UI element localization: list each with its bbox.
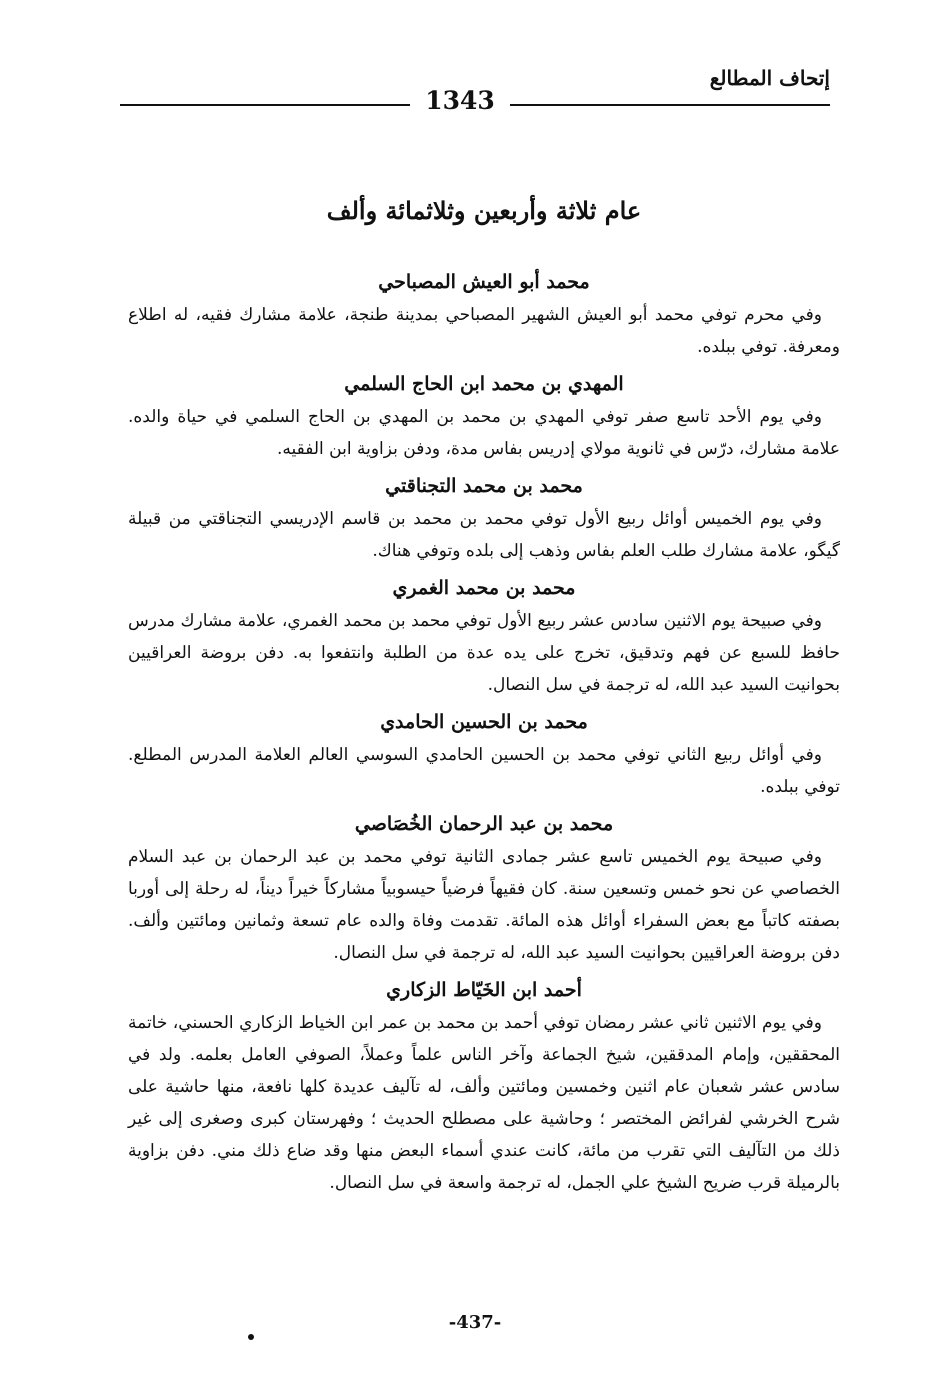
page-number: -437- bbox=[448, 1312, 502, 1333]
entry-text: وفي يوم الأحد تاسع صفر توفي المهدي بن محمد بن المهدي بن الحاج السلمي في حياة والده. علامة مشارك، درّس في ثانوية مولاي إدريس بفاس مدة، ودفن بزاوية ابن الفقيه. bbox=[128, 407, 840, 459]
entry bbox=[128, 705, 840, 803]
entry-heading: محمد بن الحسين الحامدي bbox=[380, 711, 588, 733]
entry-heading: محمد بن محمد التجناقتي bbox=[385, 475, 583, 497]
entry bbox=[128, 973, 840, 1199]
main-content bbox=[128, 196, 840, 1203]
entry bbox=[128, 571, 840, 701]
header-rule-right bbox=[510, 104, 830, 106]
entry-heading: محمد بن عبد الرحمان الخُصَاصي bbox=[354, 813, 614, 835]
year-title: عام ثلاثة وأربعين وثلاثمائة وألف bbox=[326, 196, 642, 225]
header-rule-left bbox=[120, 104, 410, 106]
entry bbox=[128, 265, 840, 363]
ink-dot bbox=[248, 1334, 254, 1340]
entry bbox=[128, 807, 840, 969]
entry-heading: المهدي بن محمد ابن الحاج السلمي bbox=[344, 373, 624, 395]
entry-heading: أحمد ابن الخَيّاط الزكاري bbox=[386, 979, 582, 1001]
entry-text: وفي يوم الخميس أوائل ربيع الأول توفي محمد بن محمد بن قاسم الإدريسي التجناقتي من قبيلة گيگو، علامة مشارك طلب العلم بفاس وذهب إلى بلده وتوفي هناك. bbox=[128, 509, 840, 561]
entry-text: وفي يوم الاثنين ثاني عشر رمضان توفي أحمد بن محمد بن عمر ابن الخياط الزكاري الحسني، خاتمة المحققين، وإمام المدققين، شيخ الجماعة وآخر الناس علماً وعملاً، الصوفي العامل بعلمه. ولد في سادس عشر شعبان عام اثنين وخمسين ومائتين وألف، له تآليف عديدة كلها نافعة، منها حاشية على شرح الخرشي لفرائض المختصر ؛ وحاشية على مصطلح الحديث ؛ وفهرستان كبرى وصغرى إلى غير ذلك من التآليف التي تقرب من مائة، كانت عندي أسماء البعض منها وقد ضاع ذلك مني. دفن بزاوية بالرميلة قرب ضريح الشيخ علي الجمل، له ترجمة واسعة في سل النصال. bbox=[128, 1013, 840, 1193]
page-header bbox=[120, 60, 830, 120]
entry-heading: محمد بن محمد الغمري bbox=[392, 577, 576, 599]
entry-text: وفي محرم توفي محمد أبو العيش الشهير المصباحي بمدينة طنجة، علامة مشارك فقيه، له اطلاع ومعرفة. توفي ببلده. bbox=[128, 305, 840, 357]
entry-text: وفي صبيحة يوم الاثنين سادس عشر ربيع الأول توفي محمد بن محمد الغمري، علامة مشارك مدرس حافظ للسبع عن فهم وتدقيق، تخرج على يده عدة من الطلبة وانتفعوا به. دفن بروضة العراقيين بحوانيت السيد عبد الله، له ترجمة في سل النصال. bbox=[128, 611, 840, 695]
year-number: 1343 bbox=[425, 86, 495, 115]
running-title: إتحاف المطالع bbox=[709, 66, 830, 90]
entry-text: وفي أوائل ربيع الثاني توفي محمد بن الحسين الحامدي السوسي العالم العلامة المدرس المطلع. توفي ببلده. bbox=[128, 745, 840, 797]
entry-heading: محمد أبو العيش المصباحي bbox=[378, 271, 590, 293]
entry-text: وفي صبيحة يوم الخميس تاسع عشر جمادى الثانية توفي محمد بن عبد الرحمان بن عبد السلام الخصاصي عن نحو خمس وتسعين سنة. كان فقيهاً فرضياً حيسوبياً مشاركاً خيراً ديناً، له رحلة إلى أوربا بصفته كاتباً مع بعض السفراء أوائل هذه المائة. تقدمت وفاة والده عام تسعة وثمانين ومائتين وألف. دفن بروضة العراقيين بحوانيت السيد عبد الله، له ترجمة في سل النصال. bbox=[128, 847, 840, 963]
entry bbox=[128, 367, 840, 465]
entry bbox=[128, 469, 840, 567]
